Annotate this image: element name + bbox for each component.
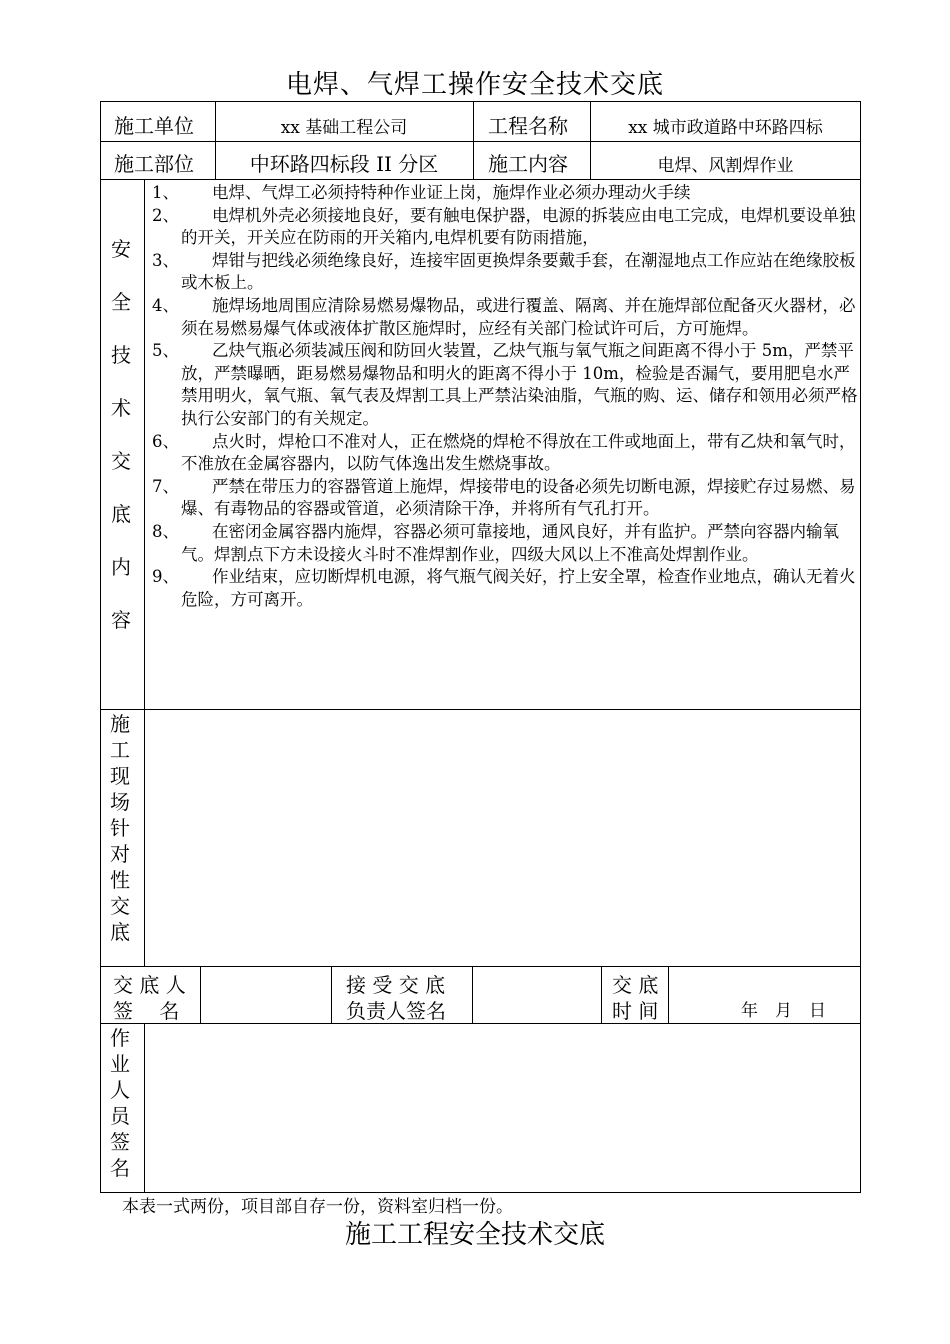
safety-section-label: 安 全 技 术 交 底 内 容 — [111, 237, 131, 632]
footnote: 本表一式两份，项目部自存一份，资料室归档一份。 — [122, 1197, 513, 1217]
receiver-label-2: 负责人签名 — [346, 999, 446, 1023]
safety-item: 7、 严禁在带压力的容器管道上施焊，焊接带电的设备必须先切断电源，焊接贮存过易燃、易爆、有毒物品的容器或管道，必须清除干净，并将所有气孔打开。 — [152, 476, 856, 519]
safety-item: 3、 焊钳与把线必须绝缘良好，连接牢固更换焊条要戴手套，在潮湿地点工作应站在绝缘胶板或木板上。 — [152, 250, 856, 293]
part-value: 中环路四标段 II 分区 — [249, 152, 439, 176]
unit-label: 施工单位 — [114, 114, 194, 138]
safety-item: 2、 电焊机外壳必须接地良好，要有触电保护器，电源的拆装应由电工完成，电焊机要设单独的开关，开关应在防雨的开关箱内,电焊机要有防雨措施， — [152, 205, 856, 248]
receiver-label-1: 接 受 交 底 — [346, 973, 446, 997]
workers-signature-area[interactable] — [145, 1024, 860, 1192]
giver-label-2: 签 名 — [113, 999, 180, 1023]
site-section-label: 施 工 现 场 针 对 性 交 底 — [110, 712, 130, 944]
project-label: 工程名称 — [488, 114, 568, 138]
giver-signature-field[interactable] — [201, 967, 331, 1023]
safety-item: 1、 电焊、气焊工必须持特种作业证上岗，施焊作业必须办理动火手续 — [152, 183, 691, 202]
project-value: xx 城市政道路中环路四标 — [628, 118, 823, 138]
safety-item: 5、 乙炔气瓶必须装减压阀和防回火装置，乙炔气瓶与氧气瓶之间距离不得小于 5m，严禁平放，严禁曝晒，距易燃易爆物品和明火的距离不得小于 10m，检验是否漏气，要用肥皂水严禁用明火，氧气瓶、氧气表及焊割工具上严禁沾染油脂，气瓶的购、运、储存和领用必须严格执行公安部门的有关规定。 — [152, 341, 858, 428]
safety-item: 9、 作业结束，应切断焊机电源，将气瓶气阀关好，拧上安全罩，检查作业地点，确认无着火危险，方可离开。 — [152, 567, 856, 609]
content-value: 电焊、风割焊作业 — [657, 156, 794, 176]
date-field[interactable]: 年 月 日 — [741, 1001, 826, 1021]
content-label: 施工内容 — [488, 152, 568, 176]
safety-item: 6、 点火时，焊枪口不准对人，正在燃烧的焊枪不得放在工件或地面上，带有乙炔和氧气时，不准放在金属容器内，以防气体逸出发生燃烧事故。 — [152, 431, 856, 474]
time-label-2: 时 间 — [612, 999, 659, 1023]
time-label-1: 交 底 — [612, 973, 659, 997]
site-content-area[interactable] — [145, 710, 860, 966]
part-label: 施工部位 — [114, 152, 194, 176]
unit-value: xx 基础工程公司 — [280, 118, 408, 138]
footer-title: 施工工程安全技术交底 — [344, 1220, 605, 1250]
safety-item: 4、 施焊场地周围应清除易燃易爆物品，或进行覆盖、隔离、并在施焊部位配备灭火器材，必须在易燃易爆气体或液体扩散区施焊时，应经有关部门检试许可后，方可施焊。 — [152, 295, 856, 338]
giver-label-1: 交 底 人 — [113, 973, 186, 997]
safety-content — [150, 182, 860, 611]
workers-section-label: 作 业 人 员 签 名 — [110, 1026, 130, 1180]
document-title: 电焊、气焊工操作安全技术交底 — [285, 70, 664, 100]
receiver-signature-field[interactable] — [473, 967, 601, 1023]
safety-item: 8、 在密闭金属容器内施焊，容器必须可靠接地，通风良好，并有监护。严禁向容器内输氧气。焊割点下方未设接火斗时不准焊割作业，四级大风以上不准高处焊割作业。 — [152, 521, 839, 564]
